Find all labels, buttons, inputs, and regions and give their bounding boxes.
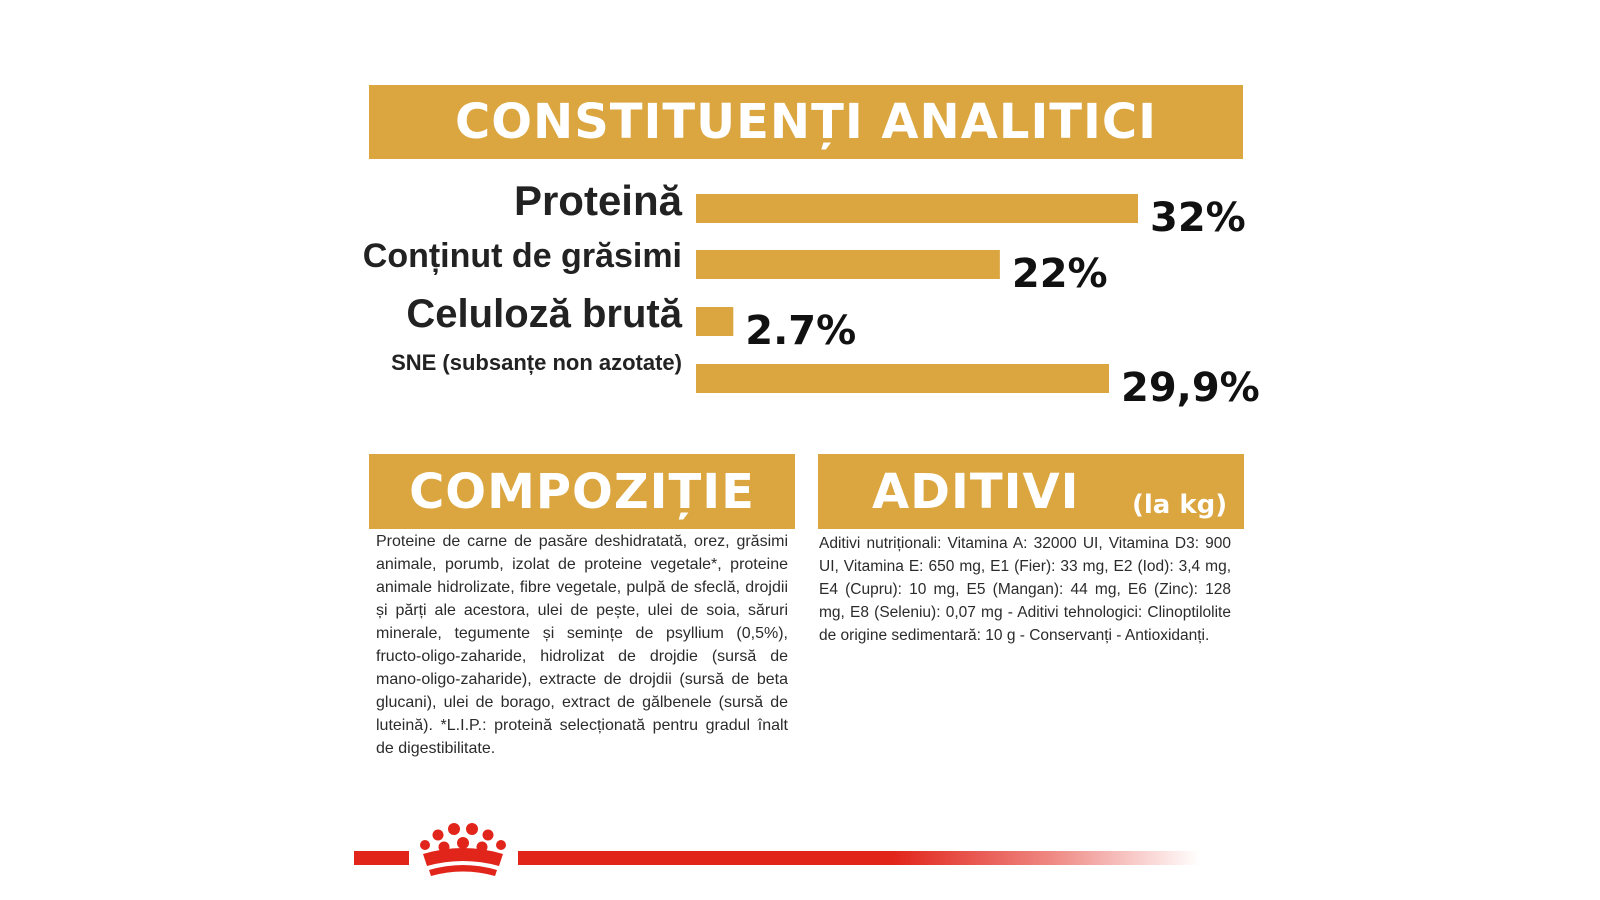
value-label-2: 2.7% (745, 308, 857, 354)
aditivi-text: Aditivi nutriționali: Vitamina A: 32000 UI, Vitamina D3: 900 UI, Vitamina E: 650 mg, E1 (Fier): 33 mg, E2 (Iod): 3,4 mg, E4 (Cupru): 10 mg, E5 (Mangan): 44 mg, E6 (Zinc): 128 mg, E8 (Seleniu): 0,07 mg - Aditivi tehnologici: Clinoptilolite de origine sedimentară: 10 g - Conservanți - Antioxidanți. (819, 535, 1231, 644)
category-label-2: Celuloză brută (406, 292, 682, 336)
bar-3 (696, 364, 1109, 393)
aditivi-subtitle: (la kg) (1132, 490, 1228, 520)
nutrient-bar-chart (0, 0, 1600, 420)
analitici-title: CONSTITUENȚI ANALITICI (455, 94, 1157, 150)
compozitie-title: COMPOZIȚIE (409, 463, 755, 520)
compozitie-text: Proteine de carne de pasăre deshidratată, orez, grăsimi animale, porumb, izolat de proteine vegetale*, proteine animale hidrolizate, fibre vegetale, pulpă de sfeclă, drojdii și părți ale acestora, ulei de pește, ulei de soia, săruri minerale, tegumente și semințe de psyllium (0,5%), fructo-oligo-zaharide, hidrolizat de drojdie (sursă de mano-oligo-zaharide), extracte de drojdii (sursă de beta glucani), ulei de borago, extract de gălbenele (sursă de luteină). *L.I.P.: proteină selecționată pentru gradul înalt de digestibilitate. (376, 533, 788, 757)
brand-bar-right (518, 851, 1200, 865)
value-label-0: 32% (1150, 195, 1246, 241)
category-label-1: Conținut de grăsimi (362, 237, 682, 275)
value-label-3: 29,9% (1120, 365, 1260, 411)
category-label-3: SNE (subsanțe non azotate) (391, 350, 682, 375)
category-label-0: Proteină (513, 177, 682, 224)
bar-0 (696, 194, 1138, 223)
value-label-1: 22% (1011, 251, 1108, 297)
royal-crown-logo-icon (415, 820, 511, 880)
aditivi-banner (818, 454, 1244, 529)
brand-bar-left (354, 851, 409, 865)
brand-footer (0, 820, 1600, 890)
bar-2 (696, 307, 733, 336)
aditivi-title: ADITIVI (872, 464, 1080, 520)
compozitie-banner (369, 454, 795, 529)
bar-1 (696, 250, 1000, 279)
